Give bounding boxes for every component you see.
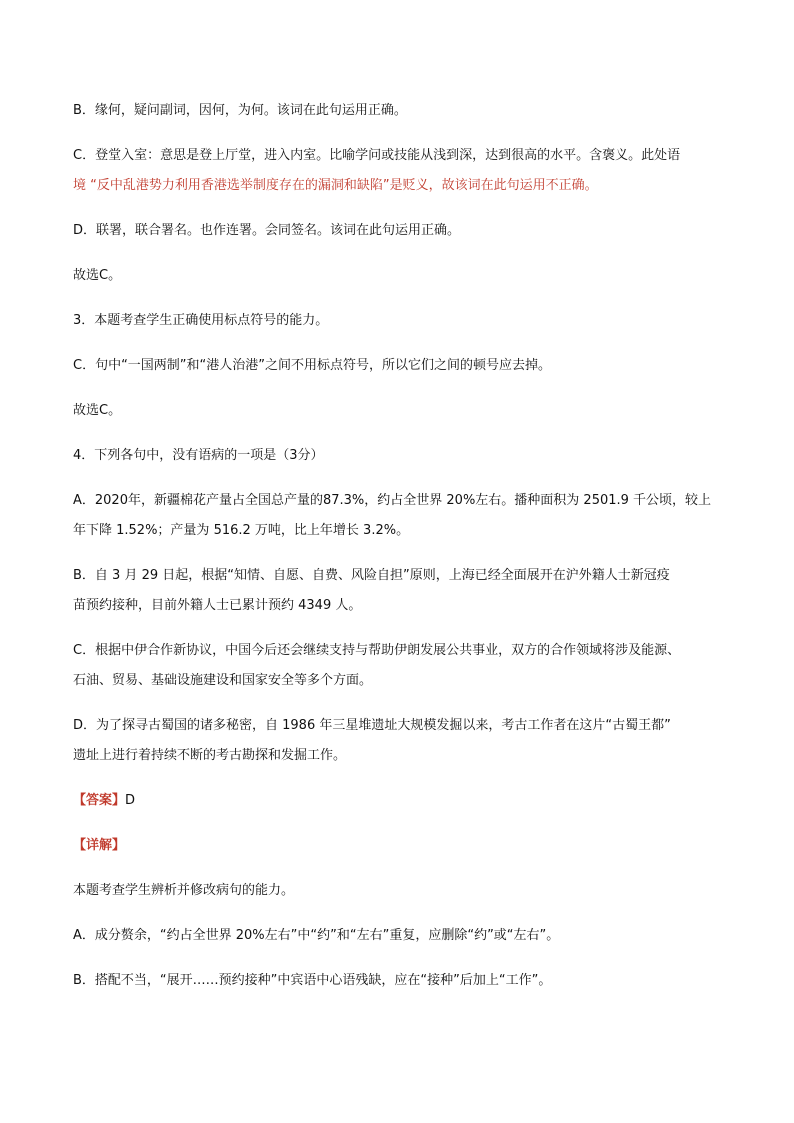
option-c-text-line1: C．登堂入室：意思是登上厅堂，进入内室。比喻学问或技能从浅到深，达到很高的水平。含褒义。此处语	[73, 148, 681, 163]
question-4-option-c-line2: 石油、贸易、基础设施建设和国家安全等多个方面。	[73, 673, 373, 688]
question-4-stem: 4．下列各句中，没有语病的一项是（3分）	[73, 448, 324, 463]
question-3-explanation: 3．本题考查学生正确使用标点符号的能力。	[73, 313, 329, 328]
detail-option-b: B．搭配不当，“展开……预约接种”中宾语中心语残缺，应在“接种”后加上“工作”。	[73, 973, 552, 988]
detail-intro: 本题考查学生辨析并修改病句的能力。	[73, 883, 295, 898]
option-d-text: D．联署，联合署名。也作连署。会同签名。该词在此句运用正确。	[73, 223, 461, 238]
answer-value: D	[125, 793, 136, 808]
answer-label: 【答案】	[73, 793, 126, 808]
detail-option-a: A．成分赘余，“约占全世界 20%左右”中“约”和“左右”重复，应删除“约”或“左右”。	[73, 928, 560, 943]
option-c-text-line2: 境 “反中乱港势力利用香港选举制度存在的漏洞和缺陷”是贬义，故该词在此句运用不正确。	[73, 178, 598, 193]
question-4-option-b-line1: B．自 3 月 29 日起，根据“知情、自愿、自费、风险自担”原则，上海已经全面展开在沪外籍人士新冠疫	[73, 568, 670, 583]
detail-line	[73, 837, 733, 855]
option-b-text: B．缘何，疑问副词，因何，为何。该词在此句运用正确。	[73, 103, 407, 118]
detail-label: 【详解】	[73, 838, 126, 853]
question-4-option-d-line2: 遗址上进行着持续不断的考古勘探和发掘工作。	[73, 748, 347, 763]
question-4-option-a-line2: 年下降 1.52%；产量为 516.2 万吨，比上年增长 3.2%。	[73, 523, 410, 538]
question-4-option-c-line1: C．根据中伊合作新协议，中国今后还会继续支持与帮助伊朗发展公共事业，双方的合作领域将涉及能源、	[73, 643, 681, 658]
question-3-option-c: C．句中“一国两制”和“港人治港”之间不用标点符号，所以它们之间的顿号应去掉。	[73, 358, 552, 373]
question-4-option-b-line2: 苗预约接种，目前外籍人士已累计预约 4349 人。	[73, 598, 362, 613]
answer-line	[73, 792, 733, 810]
question-4-option-a-line1: A．2020年，新疆棉花产量占全国总产量的87.3%，约占全世界 20%左右。播种面积为 2501.9 千公顷，较上	[73, 493, 712, 508]
conclusion-choose-c: 故选C。	[73, 268, 122, 283]
conclusion-choose-c-2: 故选C。	[73, 403, 122, 418]
question-4-option-d-line1: D．为了探寻古蜀国的诸多秘密，自 1986 年三星堆遗址大规模发掘以来，考古工作者在这片“古蜀王都”	[73, 718, 671, 733]
